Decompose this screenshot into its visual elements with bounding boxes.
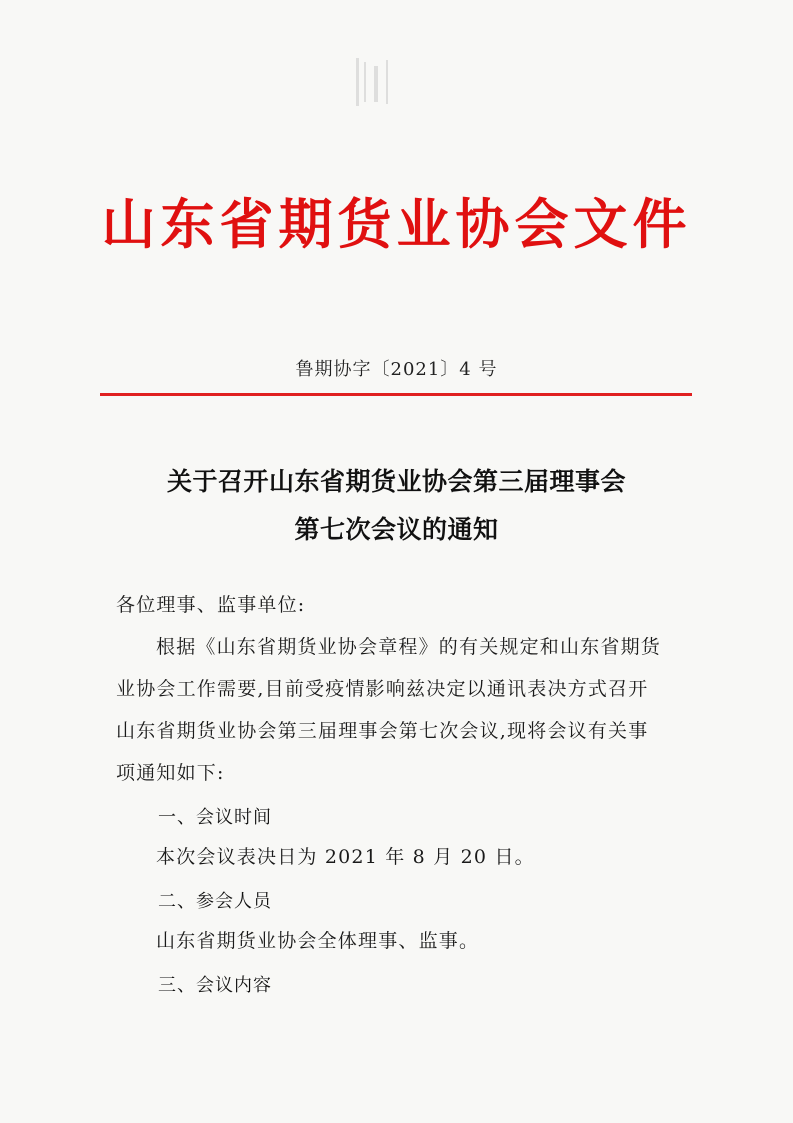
paragraph-line: 项通知如下: bbox=[116, 762, 225, 784]
scan-artifact bbox=[356, 58, 359, 106]
salutation: 各位理事、监事单位: bbox=[116, 594, 306, 616]
red-divider-line bbox=[100, 393, 692, 396]
org-header-title: 山东省期货业协会文件 bbox=[101, 193, 692, 256]
scan-artifact bbox=[386, 60, 388, 104]
notice-title-line-1: 关于召开山东省期货业协会第三届理事会 bbox=[166, 467, 626, 496]
paragraph-line: 山东省期货业协会第三届理事会第七次会议,现将会议有关事 bbox=[116, 720, 649, 742]
section-heading: 二、参会人员 bbox=[158, 891, 272, 912]
paragraph-line: 根据《山东省期货业协会章程》的有关规定和山东省期货 bbox=[156, 636, 662, 658]
document-number: 鲁期协字〔2021〕4 号 bbox=[295, 359, 498, 380]
paragraph-line: 业协会工作需要,目前受疫情影响兹决定以通讯表决方式召开 bbox=[116, 678, 649, 700]
section-heading: 一、会议时间 bbox=[158, 807, 272, 828]
notice-title-line-2: 第七次会议的通知 bbox=[294, 515, 499, 544]
section-content: 本次会议表决日为 2021 年 8 月 20 日。 bbox=[156, 846, 535, 868]
scan-artifact bbox=[374, 66, 378, 102]
section-heading: 三、会议内容 bbox=[158, 975, 272, 996]
scan-artifact bbox=[364, 62, 366, 102]
section-content: 山东省期货业协会全体理事、监事。 bbox=[156, 930, 480, 952]
